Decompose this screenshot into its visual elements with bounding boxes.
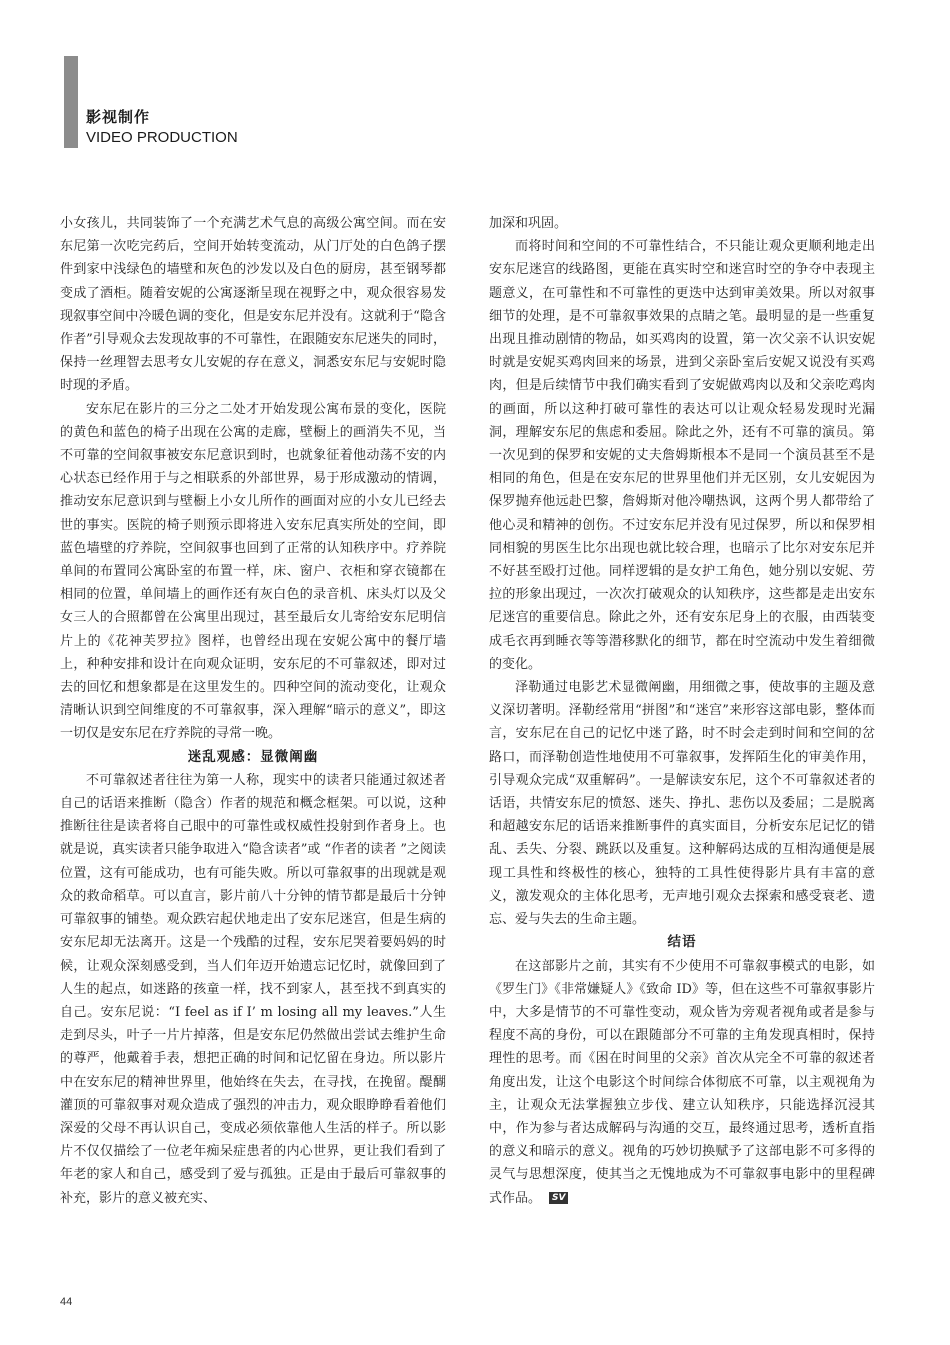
section-title-english: VIDEO PRODUCTION: [86, 129, 238, 146]
section-heading: 迷乱观感：显微阐幽: [187, 748, 319, 765]
section-heading: 结语: [667, 934, 697, 951]
end-mark-logo: SV: [549, 1192, 568, 1204]
paragraph: 而将时间和空间的不可靠性结合，不只能让观众更顺利地走出安东尼迷宫的线路图，更能在真实时空和迷宫时空的争夺中表现主题意义，在可靠性和不可靠性的更迭中达到审美效果。所以对叙事细节的处理，是不可靠叙事效果的点睛之笔。最明显的是一些重复出现且推动剧情的物品，如买鸡肉的设置，第一次父亲不认识安妮时就是安妮买鸡肉回来的场景，进到父亲卧室后安妮又说没有买鸡肉，但是后续情节中我们确实看到了安妮做鸡肉以及和父亲吃鸡肉的画面，所以这种打破可靠性的表达可以让观众轻易发现时光漏洞，理解安东尼的焦虑和委屈。除此之外，还有不可靠的演员。第一次见到的保罗和安妮的丈夫詹姆斯根本不是同一个演员甚至不是相同的角色，但是在安东尼的世界里他们并无区别，女儿安妮因为保罗抛弃他远赴巴黎，詹姆斯对他冷嘲热讽，这两个男人都带给了他心灵和精神的创伤。不过安东尼并没有见过保罗，所以和保罗相同相貌的男医生比尔出现也就比较合理，也暗示了比尔对安东尼并不好甚至殴打过他。同样逻辑的是女护工角色，她分别以安妮、劳拉的形象出现过，一次次打破观众的认知秩序，这些都是走出安东尼迷宫的重要信息。除此之外，还有安东尼身上的衣服，由西装变成毛衣再到睡衣等等潜移默化的细节，都在时空流动中发生着细微的变化。: [489, 239, 875, 672]
paragraph: 加深和巩固。: [489, 216, 568, 231]
page-number: 44: [60, 1296, 73, 1308]
left-column: [60, 212, 446, 1294]
paragraph: 安东尼在影片的三分之二处才开始发现公寓布景的变化，医院的黄色和蓝色的椅子出现在公寓的走廊，壁橱上的画消失不见，当不可靠的空间叙事被安东尼意识到时，也就象征着他动荡不安的内心状态已经作用于与之相联系的外部世界，易于形成激动的情调，推动安东尼意识到与壁橱上小女儿所作的画面对应的小女儿已经去世的事实。医院的椅子则预示即将进入安东尼真实所处的空间，即蓝色墙壁的疗养院，空间叙事也回到了正常的认知秩序中。疗养院单间的布置同公寓卧室的布置一样，床、窗户、衣柜和穿衣镜都在相同的位置，单间墙上的画作还有灰白色的录音机、床头灯以及父女三人的合照都曾在公寓里出现过，甚至最后女儿寄给安东尼明信片上的《花神芙罗拉》图样，也曾经出现在安妮公寓中的餐厅墙上，种种安排和设计在向观众证明，安东尼的不可靠叙述，即对过去的回忆和想象都是在这里发生的。四种空间的流动变化，让观众清晰认识到空间维度的不可靠叙事，深入理解“暗示的意义”，即这一切仅是安东尼在疗养院的寻常一晚。: [60, 401, 446, 742]
right-column: [489, 212, 875, 1294]
section-marker-bar: [64, 56, 78, 148]
paragraph: [489, 955, 875, 1210]
paragraph: 泽勒通过电影艺术显微阐幽，用细微之事，使故事的主题及意义深切著明。泽勒经常用“拼图”和“迷宫”来形容这部电影，整体而言，安东尼在自己的记忆中迷了路，时不时会走到时间和空间的岔路口，而泽勒创造性地使用不可靠叙事，发挥陌生化的审美作用，引导观众完成“双重解码”。一是解读安东尼，这个不可靠叙述者的话语，共情安东尼的愤怒、迷失、挣扎、悲伤以及委屈；二是脱离和超越安东尼的话语来推断事件的真实面目，分析安东尼记忆的错乱、丢失、分裂、跳跃以及重复。这种解码达成的互相沟通便是展现工具性和终极性的核心，独特的工具性使得影片具有丰富的意义，激发观众的主体化思考，无声地引观众去探索和感受衰老、遗忘、爱与失去的生命主题。: [489, 680, 875, 928]
paragraph: 不可靠叙述者往往为第一人称，现实中的读者只能通过叙述者自己的话语来推断（隐含）作者的规范和概念框架。可以说，这种推断往往是读者将自己眼中的可靠性或权威性投射到作者身上。也就是说，真实读者只能争取进入“隐含读者”或 “作者的读者 ”之阅读位置，这有可能成功，也有可能失败。所以可靠叙事的出现就是观众的救命稻草。可以直言，影片前八十分钟的情节都是最后十分钟可靠叙事的铺垫。观众跌宕起伏地走出了安东尼迷宫，但是生病的安东尼却无法离开。这是一个残酷的过程，安东尼哭着要妈妈的时候，让观众深刻感受到，当人们年迈开始遗忘记忆时，就像回到了人生的起点，如迷路的孩童一样，找不到家人，甚至找不到真实的自己。安东尼说：“I feel as if I’ m losing all my leaves.”人生走到尽头，叶子一片片掉落，但是安东尼仍然做出尝试去维护生命的尊严，他戴着手表，想把正确的时间和记忆留在身边。所以影片中在安东尼的精神世界里，他始终在失去，在寻找，在挽留。醍醐灌顶的可靠叙事对观众造成了强烈的冲击力，观众眼睁睁看着他们深爱的父母不再认识自己，变成必须依靠他人生活的样子。所以影片不仅仅描绘了一位老年痴呆症患者的内心世界，更让我们看到了年老的家人和自己，感受到了爱与孤独。正是由于最后可靠叙事的补充，影片的意义被充实、: [60, 772, 446, 1206]
section-title-chinese: 影视制作: [86, 108, 151, 126]
paragraph: 小女孩儿，共同装饰了一个充满艺术气息的高级公寓空间。而在安东尼第一次吃完药后，空间开始转变流动，从门厅处的白色鸽子摆件到家中浅绿色的墙壁和灰色的沙发以及白色的厨房，甚至钢琴都变成了酒柜。随着安妮的公寓逐渐呈现在视野之中，观众很容易发现叙事空间中冷暖色调的变化，但是安东尼并没有。这就利于“隐含作者”引导观众去发现故事的不可靠性，在跟随安东尼迷失的同时，保持一丝理智去思考女儿安妮的存在意义，洞悉安东尼与安妮时隐时现的矛盾。: [60, 216, 446, 394]
paragraph-text: 在这部影片之前，其实有不少使用不可靠叙事模式的电影，如《罗生门》《非常嫌疑人》《致命 ID》等，但在这些不可靠叙事影片中，大多是情节的不可靠性变动，观众皆为旁观者视角或者是参与程度不高的身份，可以在跟随部分不可靠的主角发现真相时，保持理性的思考。而《困在时间里的父亲》首次从完全不可靠的叙述者角度出发，让这个电影这个时间综合体彻底不可靠，以主观视角为主，让观众无法掌握独立步伐、建立认知秩序，只能选择沉浸其中，作为参与者达成解码与沟通的交互，最终通过思考，透析直指的意义和暗示的意义。视角的巧妙切换赋予了这部电影不可多得的灵气与思想深度，使其当之无愧地成为不可靠叙事电影中的里程碑式作品。: [489, 958, 875, 1206]
